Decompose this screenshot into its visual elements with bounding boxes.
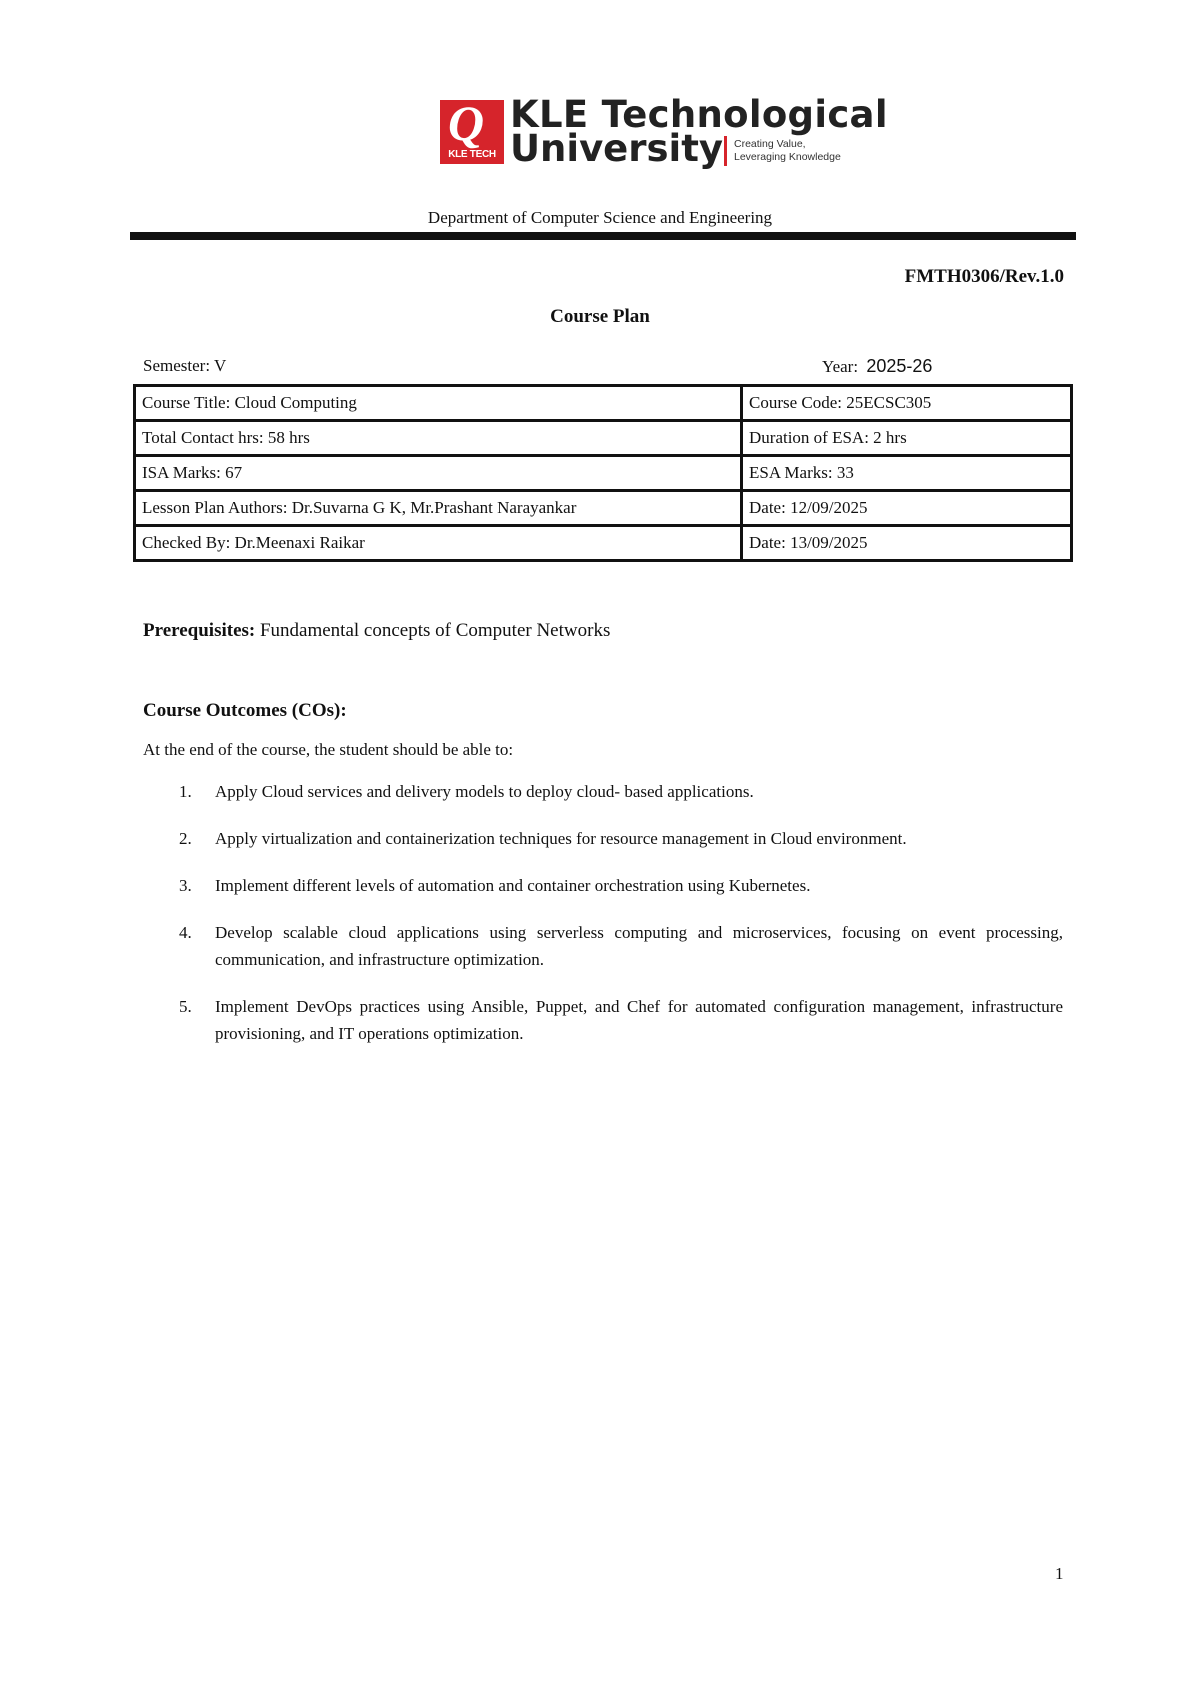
list-item-text: Apply virtualization and containerization techniques for resource management in Cloud environment. [215,829,907,848]
prerequisites-text: Fundamental concepts of Computer Networks [255,620,611,641]
authors-cell: Lesson Plan Authors: Dr.Suvarna G K, Mr.Prashant Narayankar [135,491,742,526]
course-title-cell: Course Title: Cloud Computing [135,386,742,421]
course-outcomes-heading: Course Outcomes (COs): [143,700,347,721]
contact-hours-cell: Total Contact hrs: 58 hrs [135,421,742,456]
logo-title-line2: University [510,127,724,170]
logo-mark-tag: KLE TECH [448,149,496,160]
list-item-text: Apply Cloud services and delivery models to deploy cloud- based applications. [215,782,754,801]
page-title: Course Plan [550,306,650,327]
form-code: FMTH0306/Rev.1.0 [904,266,1064,287]
list-item-number: 4. [179,923,192,942]
semester-label: Semester: V [143,356,227,375]
course-info-table [133,384,1073,562]
logo-divider [724,136,727,166]
year-value: 2025-26 [866,356,933,376]
esa-duration-cell: Duration of ESA: 2 hrs [742,421,1072,456]
list-item [143,993,1063,1047]
logo-motto-line1: Creating Value, [734,138,806,150]
list-item [143,919,1063,973]
authors-date-cell: Date: 12/09/2025 [742,491,1072,526]
course-outcomes-intro: At the end of the course, the student should be able to: [143,740,514,759]
logo-motto [734,138,841,164]
university-logo [440,93,890,170]
list-item-number: 5. [179,997,192,1016]
list-item-number: 3. [179,876,192,895]
checked-by-cell: Checked By: Dr.Meenaxi Raikar [135,526,742,561]
course-code-cell: Course Code: 25ECSC305 [742,386,1072,421]
logo-title-line1: KLE Technological [510,93,888,136]
list-item-text: Develop scalable cloud applications using serverless computing and microservices, focusing on event processing, communication, and infrastructure optimization. [215,923,1063,969]
year-label: Year: [822,357,859,376]
list-item [143,778,1063,805]
esa-marks-cell: ESA Marks: 33 [742,456,1072,491]
list-item-text: Implement DevOps practices using Ansible, Puppet, and Chef for automated configuration management, infrastructure provisioning, and IT operations optimization. [215,997,1063,1043]
table-row [135,491,1072,526]
checked-date-cell: Date: 13/09/2025 [742,526,1072,561]
logo-motto-line2: Leveraging Knowledge [734,151,841,163]
list-item-number: 2. [179,829,192,848]
table-row [135,386,1072,421]
logo-mark-icon [440,95,504,164]
list-item-number: 1. [179,782,192,801]
department-name: Department of Computer Science and Engineering [427,208,773,227]
prerequisites [143,620,610,642]
list-item [143,872,1063,899]
list-item-text: Implement different levels of automation and container orchestration using Kubernetes. [215,876,811,895]
table-row [135,456,1072,491]
header-divider [130,232,1076,240]
prerequisites-label: Prerequisites: [143,620,256,641]
page-number: 1 [1055,1564,1064,1583]
table-row [135,421,1072,456]
table-row [135,526,1072,561]
list-item [143,825,1063,852]
course-outcomes-list [143,778,1063,1067]
year-field [822,356,932,377]
isa-marks-cell: ISA Marks: 67 [135,456,742,491]
logo-mark-letter: Q [448,95,485,151]
